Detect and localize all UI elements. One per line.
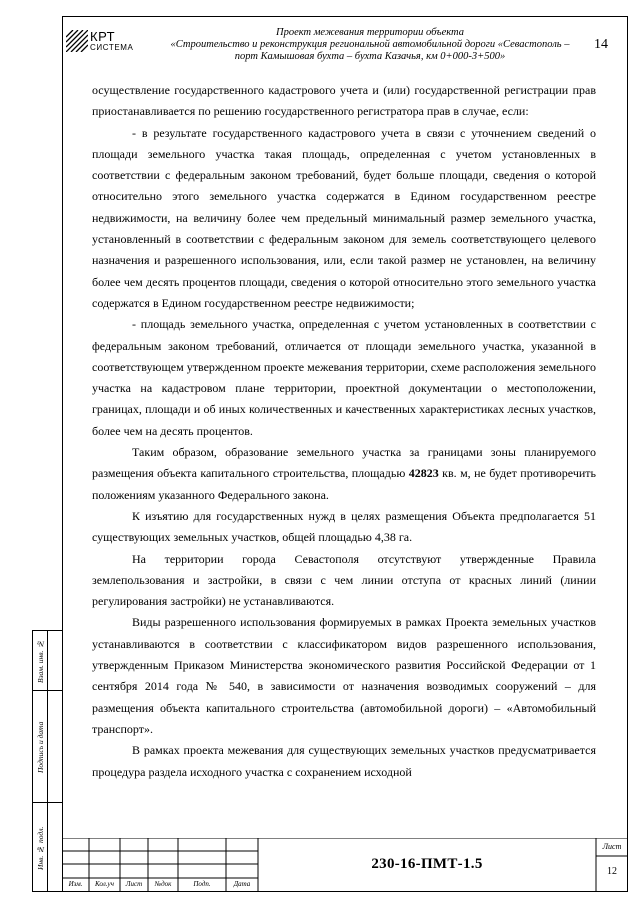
project-header	[150, 27, 590, 63]
paragraph: Таким образом, образование земельного участка за границами зоны планируемого размещения объекта капитального строительства, площадью 42823 кв. м, не будет противоречить положениям указанного Федерального закона.	[92, 445, 596, 502]
stamp-label-replacement: Взам. инв. №	[36, 639, 45, 683]
logo-hatch-icon	[66, 30, 88, 52]
header-line-3: порт Камышовая бухта – бухта Казачья, км 0+000-3+500»	[234, 51, 506, 62]
stamp-label-inventory: Инв. № подл.	[36, 826, 45, 870]
stamp-label-signature: Подпись и дата	[36, 721, 45, 773]
title-block	[62, 838, 628, 892]
paragraph: - площадь земельного участка, определенная с учетом установленных в соответствии с федеральным законом требований, отличается от площади земельного участка, указанной в соответствующем утвержденном проекте межевания территории, схеме расположения земельного участка на кадастровом плане территории, проектной документации о местоположении, границах, площади и об иных количественных и качественных характеристиках лесных участков, более чем на десять процентов.	[92, 317, 596, 438]
sheet-label: Лист	[602, 842, 622, 851]
logo-subtitle: СИСТЕМА	[90, 43, 134, 52]
paragraph: К изъятию для государственных нужд в целях размещения Объекта предполагается 51 существующих земельных участков, общей площадью 4,38 га.	[92, 508, 596, 545]
paragraph: В рамках проекта межевания для существующих земельных участков предусматривается процедура раздела исходного участка с сохранением исходной	[92, 743, 596, 779]
col-date: Дата	[233, 880, 251, 888]
col-signature: Подп.	[193, 880, 211, 888]
area-value: 42823	[408, 466, 439, 481]
paragraph: - в результате государственного кадастрового учета в связи с уточнением сведений о площади земельного участка такая площадь, определенная с учетом установленных в соответствии с федеральным законом требований, будет больше площади, сведения о которой относительно этого земельного участка содержатся в Едином государственном реестре недвижимости, на величину более чем предельный минимальный размер земельного участка, установленный в соответствии с федеральным законом для земель соответствующего целевого назначения и разрешенного использования, или, если такой размер не установлен, на величину более чем десять процентов площади, сведения о которой относительно этого земельного участка содержатся в Едином государственном реестре недвижимости;	[92, 125, 596, 310]
col-change: Изм.	[68, 880, 83, 888]
col-doc-number: №док	[154, 880, 172, 888]
paragraph: На территории города Севастополя отсутствуют утвержденные Правила землепользования и застройки, в связи с чем линии отступа от красных линий (линии регулирования застройки) не устанавливаются.	[92, 551, 596, 609]
company-logo	[66, 30, 148, 58]
margin-stamp	[32, 630, 62, 892]
logo-wordmark: КРТ	[90, 29, 116, 44]
paragraph: осуществление государственного кадастрового учета и (или) государственной регистрации прав приостанавливается по решению государственного регистратора прав в случае, если:	[92, 83, 596, 119]
paragraph: Виды разрешенного использования формируемых в рамках Проекта земельных участков устанавливаются в соответствии с классификатором видов разрешенного использования, утвержденным Приказом Министерства экономического развития Российской Федерации от 1 сентября 2014 года № 540, в зависимости от назначения возводимых сооружений – для размещения объекта капитального строительства (автомобильной дороги) – «Автомобильный транспорт».	[92, 615, 596, 736]
page-number: 14	[594, 37, 608, 52]
document-code: 230-16-ПМТ-1.5	[371, 856, 483, 872]
sheet-number: 12	[607, 866, 617, 877]
col-count: Кол.уч	[95, 880, 114, 888]
header-line-2: «Строительство и реконструкция региональной автомобильной дороги «Севастополь –	[170, 39, 570, 50]
document-body	[92, 80, 596, 783]
header-line-1: Проект межевания территории объекта	[276, 27, 464, 38]
col-sheet: Лист	[125, 880, 143, 888]
